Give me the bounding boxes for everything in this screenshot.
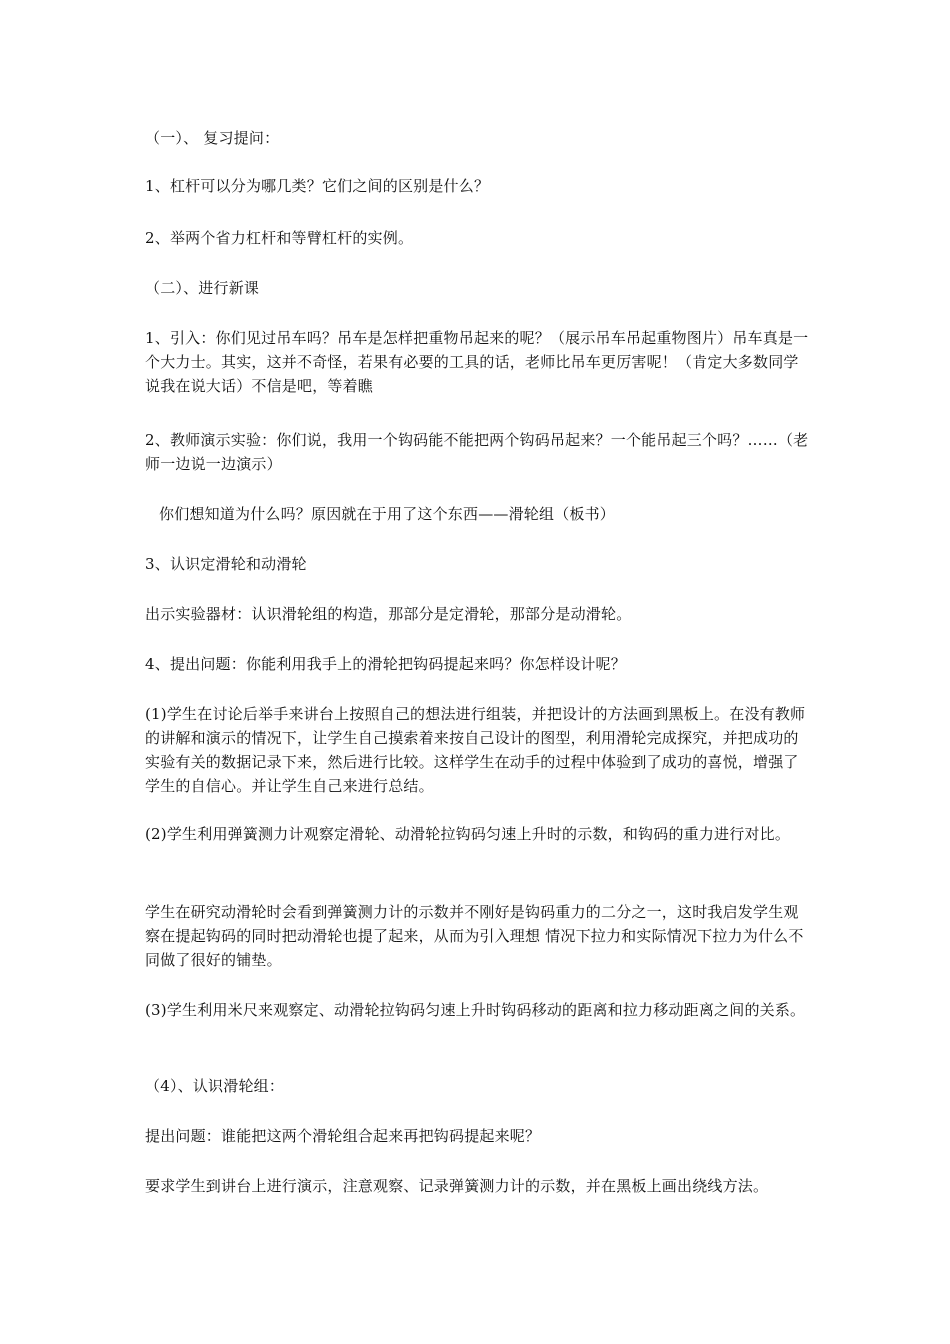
paragraph-pulley-block: 你们想知道为什么吗？原因就在于用了这个东西——滑轮组（板书） bbox=[159, 505, 616, 523]
paragraph-heading-pulleys: 3、认识定滑轮和动滑轮 bbox=[145, 555, 307, 573]
document-page bbox=[145, 0, 810, 1344]
paragraph-item-1: (1)学生在讨论后举手来讲台上按照自己的想法进行组装，并把设计的方法画到黑板上。在没有教师的讲解和演示的情况下，让学生自己摸索着来按自己设计的图型，利用滑轮完成探究，并把成功的实验有关的数据记录下来，然后进行比较。这样学生在动手的过程中体验到了成功的喜悦，增强了学生的自信心。并让学生自己来进行总结。 bbox=[145, 705, 806, 795]
review-question-2: 2、举两个省力杠杆和等臂杠杆的实例。 bbox=[145, 229, 414, 247]
paragraph-item-3: (3)学生利用米尺来观察定、动滑轮拉钩码匀速上升时钩码移动的距离和拉力移动距离之间的关系。 bbox=[145, 1001, 806, 1019]
paragraph-observation: 学生在研究动滑轮时会看到弹簧测力计的示数并不刚好是钩码重力的二分之一，这时我启发学生观察在提起钩码的同时把动滑轮也提了起来，从而为引入理想 情况下拉力和实际情况下拉力为什么不同做了很好的铺垫。 bbox=[145, 903, 804, 969]
section-heading-review: （一）、 复习提问： bbox=[145, 129, 280, 147]
paragraph-item-4-heading: （4）、认识滑轮组： bbox=[145, 1077, 285, 1095]
paragraph-question-4: 4、提出问题：你能利用我手上的滑轮把钩码提起来吗？你怎样设计呢？ bbox=[145, 655, 626, 673]
paragraph-equipment: 出示实验器材：认识滑轮组的构造，那部分是定滑轮，那部分是动滑轮。 bbox=[145, 605, 632, 623]
paragraph-teacher-demo: 2、教师演示实验：你们说，我用一个钩码能不能把两个钩码吊起来？一个能吊起三个吗？……（老师一边说一边演示） bbox=[145, 431, 809, 473]
review-question-1: 1、杠杆可以分为哪几类？它们之间的区别是什么？ bbox=[145, 177, 490, 195]
paragraph-item-2: (2)学生利用弹簧测力计观察定滑轮、动滑轮拉钩码匀速上升时的示数，和钩码的重力进行对比。 bbox=[145, 825, 791, 843]
paragraph-introduction: 1、引入：你们见过吊车吗？吊车是怎样把重物吊起来的呢？（展示吊车吊起重物图片）吊车真是一个大力士。其实，这并不奇怪，若果有必要的工具的话，老师比吊车更厉害呢！（肯定大多数同学说我在说大话）不信是吧，等着瞧 bbox=[145, 329, 809, 395]
section-heading-new-lesson: （二）、进行新课 bbox=[145, 279, 260, 297]
paragraph-question-combine: 提出问题：谁能把这两个滑轮组合起来再把钩码提起来呢？ bbox=[145, 1127, 541, 1145]
paragraph-requirement: 要求学生到讲台上进行演示，注意观察、记录弹簧测力计的示数，并在黑板上画出绕线方法。 bbox=[145, 1177, 769, 1195]
